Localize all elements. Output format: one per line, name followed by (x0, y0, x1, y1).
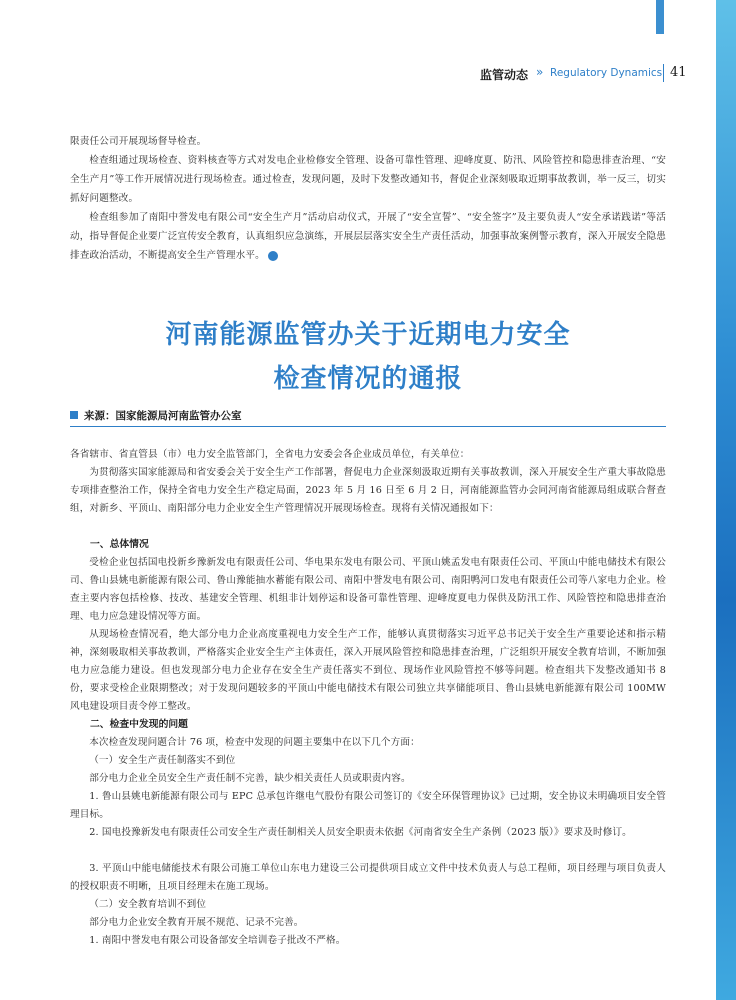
prev-paragraph-3-text: 检查组参加了南阳中誉发电有限公司“安全生产月”活动启动仪式，开展了“安全宣誓”、“安全签字”及主要负责人“安全承诺践诺”等活动，指导督促企业要广泛宣传安全教育，认真组织应急演练，开展层层落实安全生产责任活动，加强事故案例警示教育，深入开展安全隐患排查政治活动，不断提高安全生产管理水平。 (70, 212, 666, 262)
training-item-1: 1. 南阳中誉发电有限公司设备部安全培训卷子批改不严格。 (89, 935, 346, 946)
issue-item-3: 3. 平顶山中能电储能技术有限公司施工单位山东电力建设三公司提供项目成立文件中技术负责人与总工程师，项目经理与项目负责人的授权职责不明晰，且项目经理未在施工现场。 (70, 863, 666, 892)
top-accent-bar (656, 0, 664, 34)
salutation: 各省辖市、省直管县（市）电力安全监管部门，全省电力安委会各企业成员单位，有关单位： (70, 449, 470, 460)
square-bullet-icon (70, 411, 78, 419)
section-title-english: Regulatory Dynamics (550, 67, 663, 79)
end-of-article-icon: e (268, 251, 278, 261)
article-source (70, 407, 666, 425)
section-title: 监管动态 (480, 68, 529, 82)
chevron-right-icon: » (536, 65, 544, 79)
article-title-line-2: 检查情况的通报 (273, 364, 463, 394)
issue-item-1: 1. 鲁山县姚电新能源有限公司与 EPC 总承包许继电气股份有限公司签订的《安全环保管理协议》已过期，安全协议未明确项目安全管理目标。 (70, 791, 666, 820)
responsibility-desc: 部分电力企业全员安全生产责任制不完善，缺少相关责任人员或职责内容。 (89, 773, 411, 784)
article-title-line-1: 河南能源监管办关于近期电力安全 (165, 320, 571, 350)
page-number: 41 (670, 65, 687, 80)
header-divider (663, 64, 664, 82)
intro-paragraph: 为贯彻落实国家能源局和省安委会关于安全生产工作部署，督促电力企业深刻汲取近期有关事故教训，深入开展安全生产重大事故隐患专项排查整治工作，保持全省电力安全生产稳定局面，2023 年 5 月 16 日至 6 月 2 日，河南能源监管办会同河南省能源局组成联合督查组，对新乡、平顶山、南阳部分电力企业安全生产管理情况开展现场检查。现将有关情况通报如下： (70, 467, 666, 514)
issues-paragraph: 本次检查发现问题合计 76 项，检查中发现的问题主要集中在以下几个方面： (89, 737, 420, 748)
side-color-strip (716, 0, 736, 1000)
source-divider (70, 426, 666, 427)
heading-issues: 二、检查中发现的问题 (90, 719, 188, 730)
prev-paragraph-3 (70, 208, 666, 266)
source-text: 来源：国家能源局河南监管办公室 (84, 410, 242, 422)
issue-item-2: 2. 国电投豫新发电有限责任公司安全生产责任制相关人员安全职责未依据《河南省安全生产条例（2023 版）》要求及时修订。 (89, 827, 632, 838)
prev-paragraph-1: 限责任公司开展现场督导检查。 (70, 136, 207, 147)
heading-overall: 一、总体情况 (90, 539, 149, 550)
overall-paragraph-2: 从现场检查情况看，绝大部分电力企业高度重视电力安全生产工作，能够认真贯彻落实习近平总书记关于安全生产重要论述和指示精神，深刻吸取相关事故教训，严格落实企业安全生产主体责任，深入开展风险管控和隐患排查治理，广泛组织开展安全教育培训，不断加强电力应急能力建设。但也发现部分电力企业存在安全生产责任落实不到位、现场作业风险管控不够等问题。检查组共下发整改通知书 8 份，要求受检企业限期整改；对于发现问题较多的平顶山中能电储技术有限公司独立共享储能项目、鲁山县姚电新能源有限公司 100MW 风电建设项目责令停工整改。 (70, 629, 666, 712)
subheading-training: （二）安全教育培训不到位 (89, 899, 207, 910)
subheading-responsibility: （一）安全生产责任制落实不到位 (89, 755, 236, 766)
prev-paragraph-2: 检查组通过现场检查、资料核查等方式对发电企业检修安全管理、设备可靠性管理、迎峰度夏、防汛、风险管控和隐患排查治理、“安全生产月”等工作开展情况进行现场检查。通过检查，发现问题，及时下发整改通知书，督促企业深刻吸取近期事故教训，举一反三，切实抓好问题整改。 (70, 155, 666, 205)
overall-paragraph-1: 受检企业包括国电投新乡豫新发电有限责任公司、华电果东发电有限公司、平顶山姚孟发电有限责任公司、平顶山中能电储技术有限公司、鲁山县姚电新能源有限公司、鲁山豫能抽水蓄能有限公司、南阳中誉发电有限公司、南阳鸭河口发电有限责任公司等八家电力企业。检查主要内容包括检修、技改、基建安全管理、机组非计划停运和设备可靠性管理、迎峰度夏电力保供及防汛工作、风险管控和隐患排查治理、电力应急建设情况等方面。 (70, 557, 666, 622)
page-header (480, 64, 696, 84)
training-desc: 部分电力企业安全教育开展不规范、记录不完善。 (89, 917, 304, 928)
